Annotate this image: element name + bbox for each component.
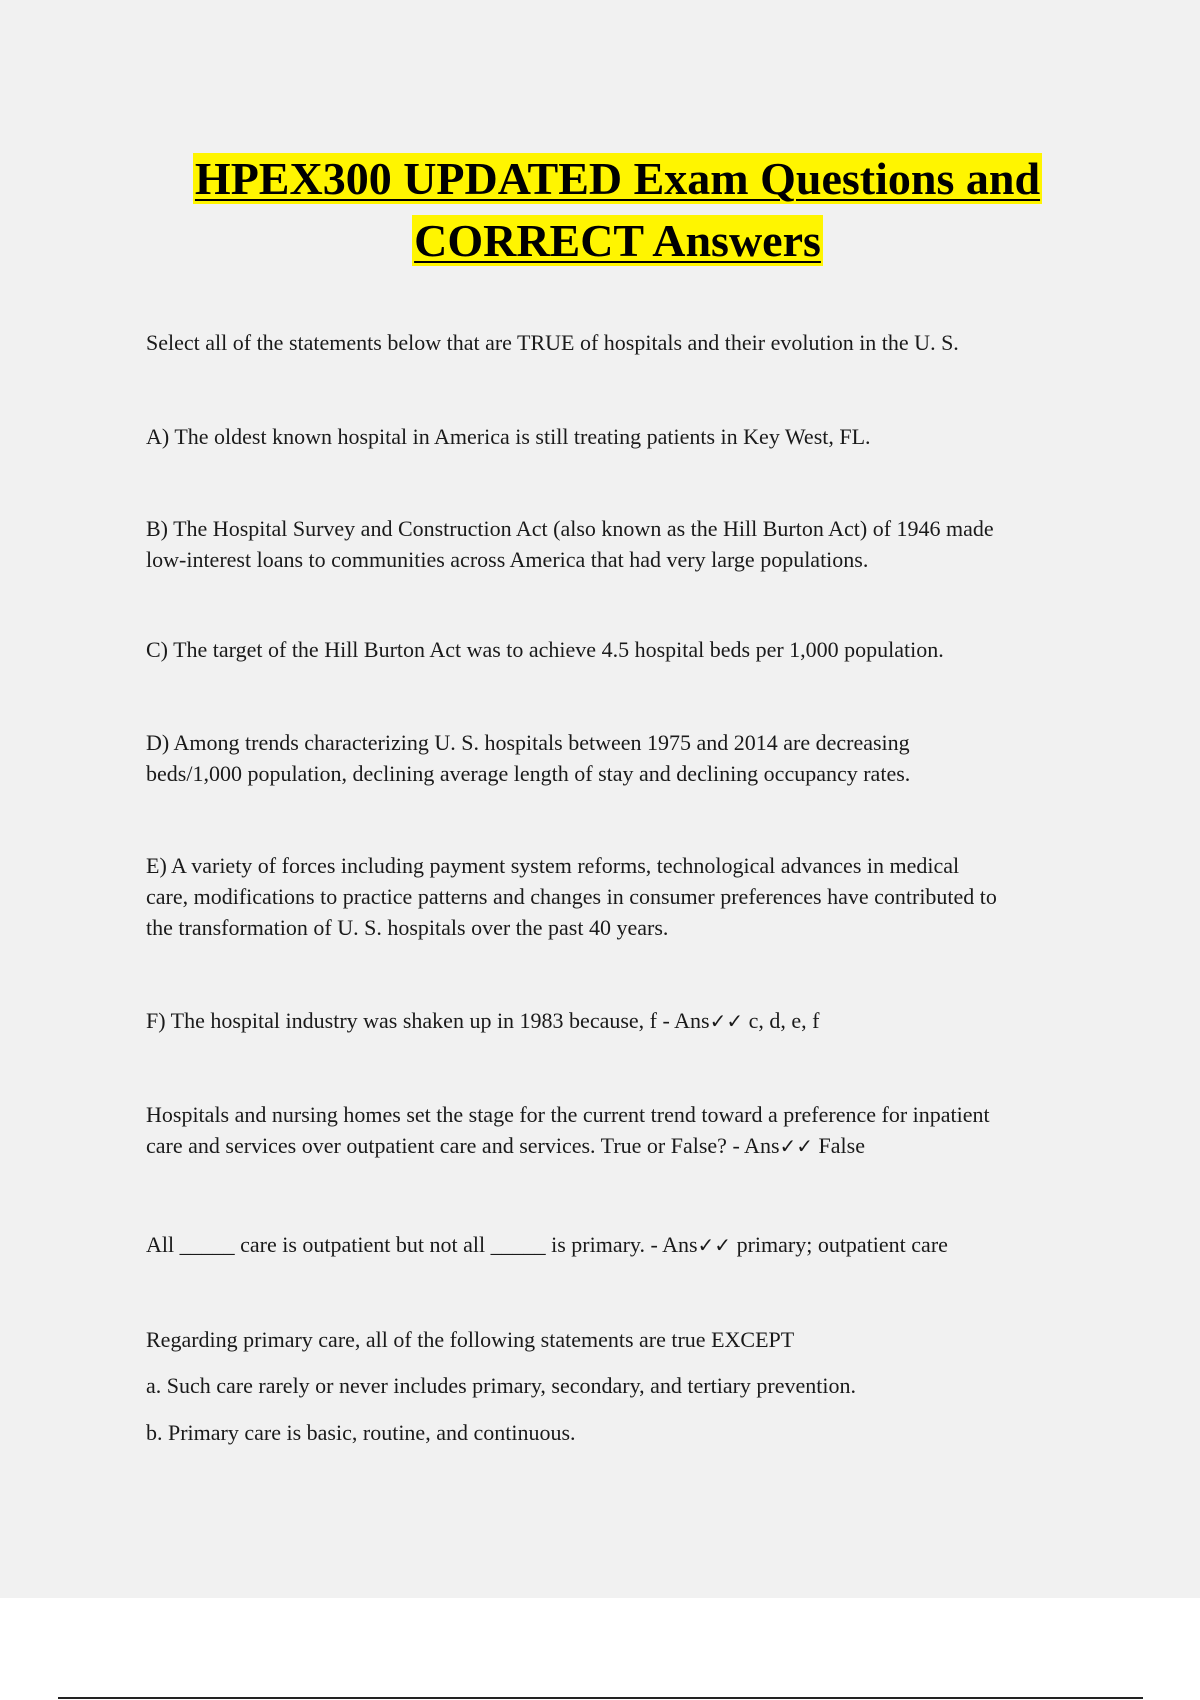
title-line-2: CORRECT Answers — [414, 215, 821, 266]
question-3-text: All _____ care is outpatient but not all _____ is primary. - Ans — [146, 1232, 698, 1257]
question-2 — [146, 1099, 1096, 1162]
question-1-option-b — [146, 513, 1096, 575]
footer-divider — [58, 1697, 1143, 1699]
check-mark-icon: ✓✓ — [779, 1134, 814, 1158]
document-title — [60, 148, 1175, 272]
question-4-prompt: Regarding primary care, all of the following statements are true EXCEPT — [146, 1327, 795, 1352]
question-1-prompt: Select all of the statements below that are TRUE of hospitals and their evolution in the U. S. — [146, 330, 959, 355]
check-mark-icon: ✓✓ — [709, 1009, 744, 1033]
option-b-line-2: low-interest loans to communities across America that had very large populations. — [146, 547, 869, 572]
option-e-line-2: care, modifications to practice patterns and changes in consumer preferences have contributed to — [146, 884, 997, 909]
option-e-line-1: E) A variety of forces including payment system reforms, technological advances in medical — [146, 853, 960, 878]
question-1-option-e — [146, 850, 1096, 943]
question-2-line-2: care and services over outpatient care and services. True or False? - Ans✓✓ False — [146, 1133, 865, 1158]
question-4-option-b: b. Primary care is basic, routine, and continuous. — [146, 1420, 576, 1445]
question-1-option-a: A) The oldest known hospital in America is still treating patients in Key West, FL. — [146, 424, 871, 449]
title-line-1: HPEX300 UPDATED Exam Questions and — [194, 153, 1041, 204]
question-2-line-1: Hospitals and nursing homes set the stage for the current trend toward a preference for inpatient — [146, 1102, 990, 1127]
option-d-line-1: D) Among trends characterizing U. S. hospitals between 1975 and 2014 are decreasing — [146, 730, 910, 755]
question-3 — [146, 1229, 1096, 1261]
question-4-option-a: a. Such care rarely or never includes primary, secondary, and tertiary prevention. — [146, 1373, 857, 1398]
question-3-answer: primary; outpatient care — [731, 1232, 948, 1257]
question-1-option-f — [146, 1005, 1096, 1037]
option-f-text: F) The hospital industry was shaken up in 1983 because, f - Ans — [146, 1008, 710, 1033]
question-1-answer: c, d, e, f — [743, 1008, 820, 1033]
question-1-option-d — [146, 727, 1096, 789]
check-mark-icon: ✓✓ — [697, 1233, 732, 1257]
question-2-answer: False — [813, 1133, 865, 1158]
option-e-line-3: the transformation of U. S. hospitals over the past 40 years. — [146, 915, 669, 940]
question-1-option-c: C) The target of the Hill Burton Act was to achieve 4.5 hospital beds per 1,000 population. — [146, 637, 944, 662]
option-b-line-1: B) The Hospital Survey and Construction Act (also known as the Hill Burton Act) of 1946 made — [146, 516, 994, 541]
option-d-line-2: beds/1,000 population, declining average length of stay and declining occupancy rates. — [146, 761, 911, 786]
